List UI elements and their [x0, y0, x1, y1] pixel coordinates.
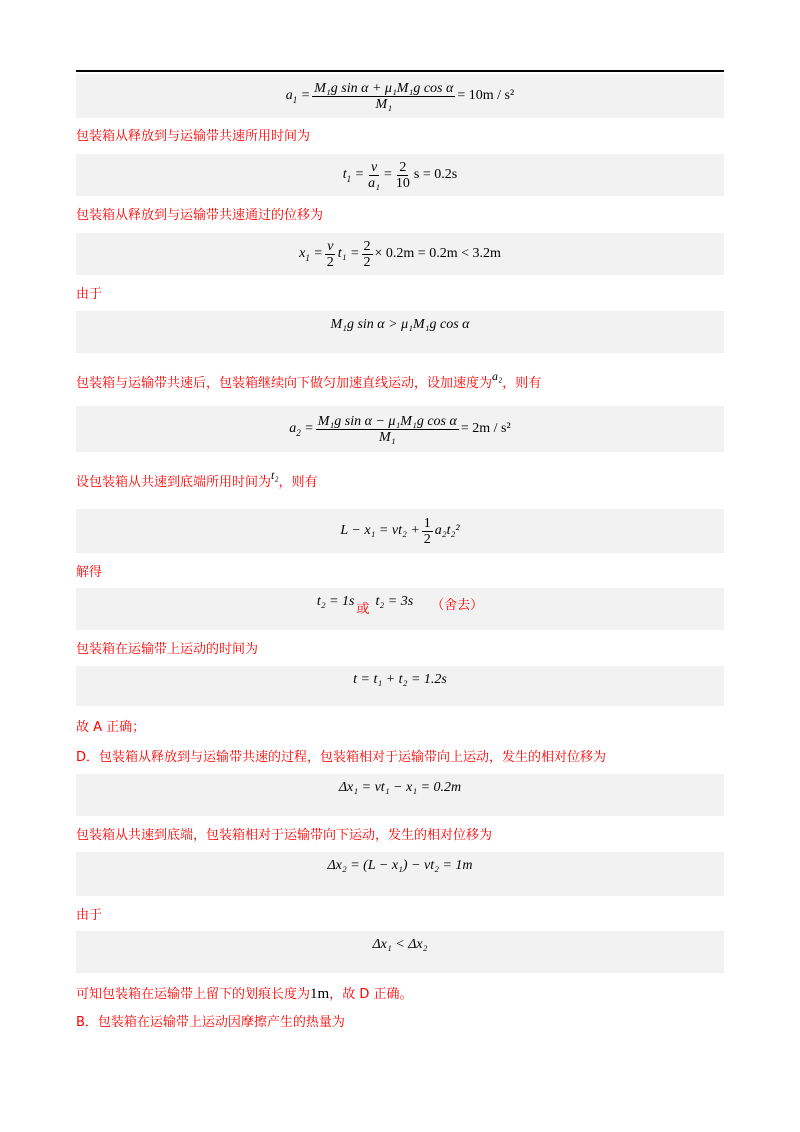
eq-body: Δx₁ = vt₁ − x₁ = 0.2m: [338, 780, 462, 795]
equation-a2: $a_2$ = $\frac{\text{M₁g sin α − μ₁M₁g cos α}}{\text{M₁}}$ = 2m / s²: [76, 406, 724, 452]
text-line: 包装箱在运输带上运动的时间为: [76, 642, 259, 657]
eq-lhs: L − x₁ = vt₂ +: [340, 523, 420, 538]
text-line: 解得: [76, 565, 103, 580]
eq-lhs: a: [285, 87, 293, 103]
text-line: 由于: [76, 908, 103, 923]
scratch-length-value: 1m: [310, 986, 330, 1002]
eq-rhs: × 0.2m = 0.2m < 3.2m: [374, 246, 501, 261]
equation-dx1: [76, 774, 724, 816]
header-rule: [76, 70, 724, 72]
text-line: [76, 468, 724, 492]
fraction: [312, 81, 455, 112]
equation-condition: [76, 311, 724, 353]
eq-mid: t₁ =: [337, 246, 360, 261]
fraction-denominator: M₁: [375, 96, 393, 112]
text-line: B．包装箱在运输带上运动因摩擦产生的热量为: [76, 1015, 345, 1030]
text-line: [76, 369, 724, 393]
fraction: [325, 239, 336, 270]
equation-t-total: [76, 666, 724, 706]
text-segment: ，故 D 正确。: [329, 987, 413, 1002]
fraction: [366, 160, 382, 191]
or-word: 或: [356, 602, 370, 617]
solution-2: t₂ = 3s: [375, 594, 414, 609]
fraction-denominator: a₁: [368, 175, 380, 191]
symbol-t2: t₂: [271, 468, 279, 482]
text-line: 包装箱从释放到与运输带共速通过的位移为: [76, 208, 324, 223]
text-line: 故 A 正确；: [76, 720, 146, 735]
fraction-numerator: M₁g sin α − μ₁M₁g cos α: [317, 413, 457, 429]
fraction: [316, 414, 459, 445]
fraction-denominator: 10: [395, 175, 410, 191]
fraction-numerator: 1: [423, 515, 431, 531]
text-line: 包装箱从释放到与运输带共速所用时间为: [76, 129, 311, 144]
fraction-numerator: v: [370, 159, 378, 175]
text-segment: ，则有: [278, 475, 318, 490]
text-segment: 设包装箱从共速到底端所用时间为: [76, 475, 272, 490]
text-line: 包装箱从共速到底端，包装箱相对于运输带向下运动，发生的相对位移为: [76, 828, 493, 843]
eq-body: Δx₁ < Δx₂: [372, 937, 428, 952]
eq-rhs: = 10m / s²: [457, 88, 515, 103]
symbol-a2: a₂: [492, 369, 503, 383]
eq-lhs-sub: 1: [305, 252, 310, 263]
equation-compare: [76, 931, 724, 973]
equation-L: [76, 509, 724, 553]
equation-t1: $t_1$ = $\frac{v}{\text{a₁}}$ = $\frac{2}{10}$ s = 0.2s: [76, 154, 724, 196]
equation-solve: [76, 588, 724, 630]
eq-body: t = t₁ + t₂ = 1.2s: [353, 672, 447, 687]
eq-lhs-sub: 1: [292, 94, 298, 105]
eq-lhs: t: [342, 166, 347, 182]
text-segment: ，则有: [502, 376, 542, 391]
eq-rhs: s = 0.2s: [413, 167, 458, 182]
fraction-denominator: 2: [423, 531, 431, 547]
equation-dx2: [76, 852, 724, 896]
text-line: [76, 985, 724, 1004]
equation-x1: $x_1$ = $\frac{v}{2}$ t₁ = $\frac{2}{2}$ × 0.2m = 0.2m < 3.2m: [76, 233, 724, 275]
fraction-numerator: 2: [363, 238, 371, 254]
fraction-denominator: 2: [363, 254, 371, 270]
fraction-denominator: 2: [326, 254, 334, 270]
fraction-numerator: v: [327, 238, 334, 254]
equation-a1: $a_1$ = $\frac{\text{M₁g sin α + μ₁M₁g cos α}}{\text{M₁}}$ = 10m / s²: [76, 74, 724, 118]
text-segment: 可知包装箱在运输带上留下的划痕长度为: [76, 987, 311, 1002]
text-line: 由于: [76, 287, 103, 302]
solution-1: t₂ = 1s: [316, 594, 355, 609]
fraction: [362, 239, 373, 270]
text-line: D．包装箱从释放到与运输带共速的过程，包装箱相对于运输带向上运动，发生的相对位移为: [76, 750, 607, 765]
discard-note: （舍去）: [431, 598, 484, 613]
eq-rhs: a₂t₂²: [434, 523, 460, 538]
eq-lhs-sub: 2: [296, 427, 301, 438]
eq-lhs-sub: 1: [346, 173, 352, 184]
eq-rhs: = 2m / s²: [460, 421, 511, 436]
eq-lhs: x: [299, 245, 306, 261]
fraction-numerator: M₁g sin α + μ₁M₁g cos α: [314, 80, 454, 96]
eq-body: Δx₂ = (L − x₁) − vt₂ = 1m: [327, 858, 473, 873]
eq-lhs: a: [289, 420, 297, 436]
fraction: [422, 516, 433, 547]
fraction-numerator: 2: [399, 159, 407, 175]
fraction: [394, 160, 412, 191]
fraction-denominator: M₁: [379, 429, 396, 445]
text-segment: 包装箱与运输带共速后，包装箱继续向下做匀加速直线运动，设加速度为: [76, 376, 493, 391]
eq-body: M₁g sin α > μ₁M₁g cos α: [330, 317, 470, 332]
